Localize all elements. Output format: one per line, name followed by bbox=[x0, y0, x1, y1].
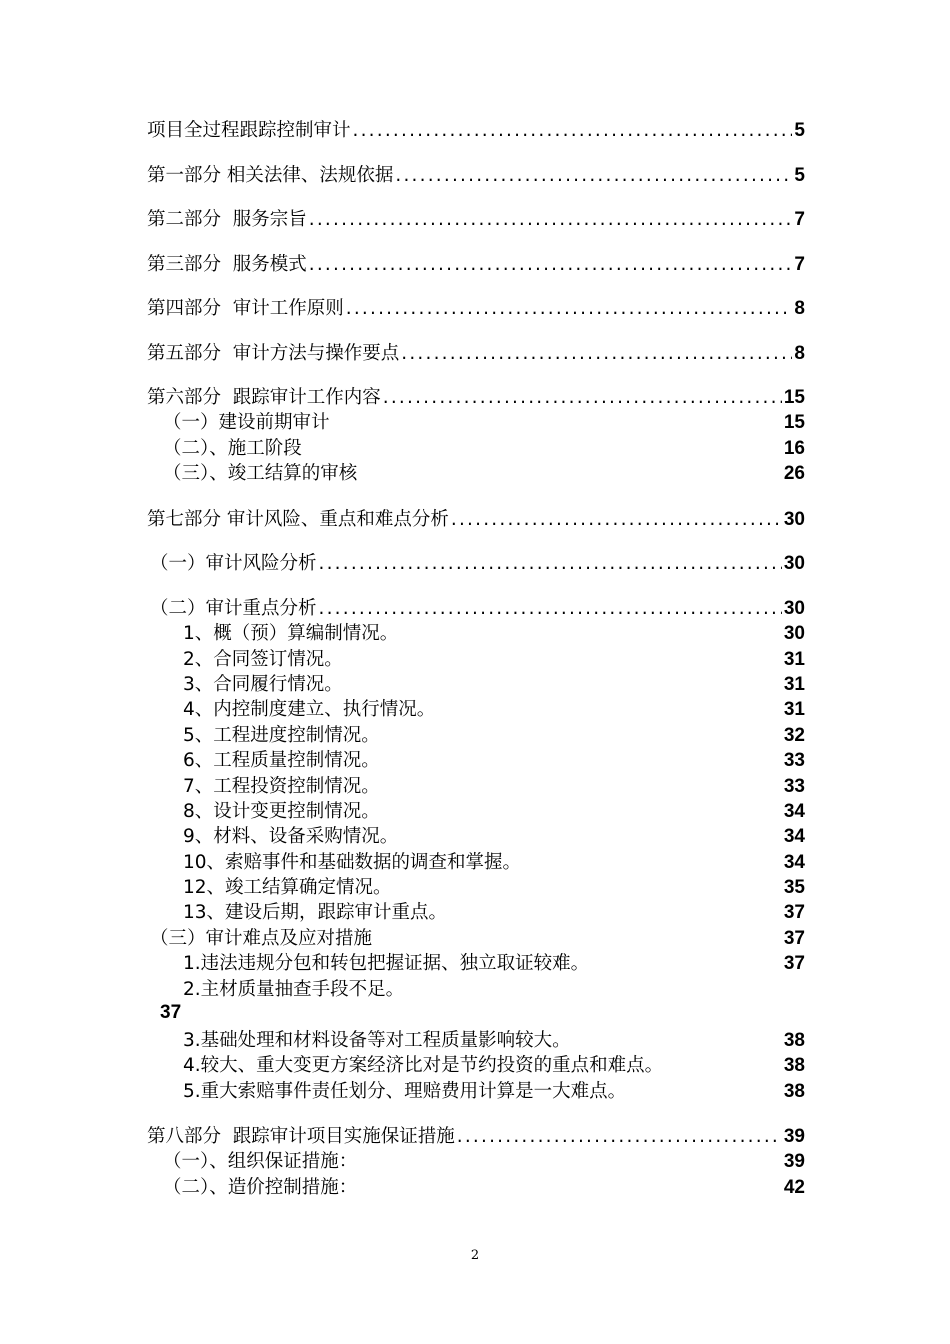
toc-subentry[interactable]: （一）建设前期审计 15 bbox=[163, 412, 805, 433]
toc-entry[interactable]: 第三部分 服务模式 ..... 7 bbox=[147, 251, 805, 277]
leader-dots bbox=[309, 208, 793, 232]
toc-entry[interactable]: 第二部分 服务宗旨 ..... 7 bbox=[147, 206, 805, 232]
leader-dots bbox=[346, 297, 793, 321]
page-number: 2 bbox=[470, 1248, 480, 1263]
toc-subentry[interactable]: 12、竣工结算确定情况。 35 bbox=[183, 877, 805, 898]
toc-subentry[interactable]: 4、内控制度建立、执行情况。 31 bbox=[183, 699, 805, 720]
toc-subentry[interactable]: 9、材料、设备采购情况。 34 bbox=[183, 826, 805, 847]
leader-dots bbox=[319, 552, 782, 576]
toc-entry[interactable]: 第八部分 跟踪审计项目实施保证措施 ..... 39 bbox=[147, 1123, 805, 1149]
toc-page-number: 37 bbox=[160, 1002, 182, 1023]
leader-dots bbox=[401, 342, 792, 366]
toc-subentry[interactable]: （三）审计难点及应对措施 37 bbox=[150, 928, 805, 949]
leader-dots bbox=[383, 386, 782, 410]
toc-subentry[interactable]: （三）、竣工结算的审核 26 bbox=[163, 463, 805, 484]
toc-subentry[interactable]: 3、合同履行情况。 31 bbox=[183, 674, 805, 695]
leader-dots bbox=[319, 597, 782, 621]
toc-subentry[interactable]: 6、工程质量控制情况。 33 bbox=[183, 750, 805, 771]
toc-subentry[interactable]: 7、工程投资控制情况。 33 bbox=[183, 776, 805, 797]
toc-subentry[interactable]: 5、工程进度控制情况。 32 bbox=[183, 725, 805, 746]
toc-subentry[interactable]: 8、设计变更控制情况。 34 bbox=[183, 801, 805, 822]
toc-subentry[interactable]: 13、建设后期，跟踪审计重点。 37 bbox=[183, 902, 805, 923]
leader-dots bbox=[457, 1125, 782, 1149]
toc-entry[interactable]: 第四部分 审计工作原则 ..... 8 bbox=[147, 295, 805, 321]
toc-subentry[interactable]: 5.重大索赔事件责任划分、理赔费用计算是一大难点。 38 bbox=[183, 1081, 805, 1102]
toc-entry[interactable]: （一）审计风险分析 ..... 30 bbox=[150, 550, 805, 576]
toc-subentry[interactable]: 1、概（预）算编制情况。 30 bbox=[183, 623, 805, 644]
toc-entry[interactable]: 第一部分 相关法律、法规依据 ..... 5 bbox=[147, 162, 805, 188]
toc-subentry[interactable]: （二）、造价控制措施： 42 bbox=[163, 1177, 805, 1198]
toc-entry[interactable]: 第六部分 跟踪审计工作内容 ..... 15 bbox=[147, 384, 805, 410]
toc-entry[interactable]: （二）审计重点分析 ..... 30 bbox=[150, 595, 805, 621]
toc-subentry[interactable]: （二）、施工阶段 16 bbox=[163, 438, 805, 459]
toc-entry[interactable]: 第五部分 审计方法与操作要点 ..... 8 bbox=[147, 340, 805, 366]
leader-dots bbox=[309, 253, 793, 277]
toc-subentry[interactable]: 4.较大、重大变更方案经济比对是节约投资的重点和难点。 38 bbox=[183, 1055, 805, 1076]
toc-subentry[interactable]: 3.基础处理和材料设备等对工程质量影响较大。 38 bbox=[183, 1030, 805, 1051]
toc-subentry[interactable]: 2、合同签订情况。 31 bbox=[183, 649, 805, 670]
toc-subentry[interactable]: 2.主材质量抽查手段不足。 bbox=[183, 979, 405, 1000]
toc-subentry[interactable]: 1.违法违规分包和转包把握证据、独立取证较难。 37 bbox=[183, 953, 805, 974]
toc-subentry[interactable]: 10、索赔事件和基础数据的调查和掌握。 34 bbox=[183, 852, 805, 873]
leader-dots bbox=[353, 119, 793, 143]
toc-subentry[interactable]: （一）、组织保证措施： 39 bbox=[163, 1151, 805, 1172]
leader-dots bbox=[451, 508, 782, 532]
toc-entry[interactable]: 项目全过程跟踪控制审计 ..... 5 bbox=[147, 117, 805, 143]
leader-dots bbox=[395, 164, 792, 188]
toc-entry[interactable]: 第七部分 审计风险、重点和难点分析 ..... 30 bbox=[147, 506, 805, 532]
